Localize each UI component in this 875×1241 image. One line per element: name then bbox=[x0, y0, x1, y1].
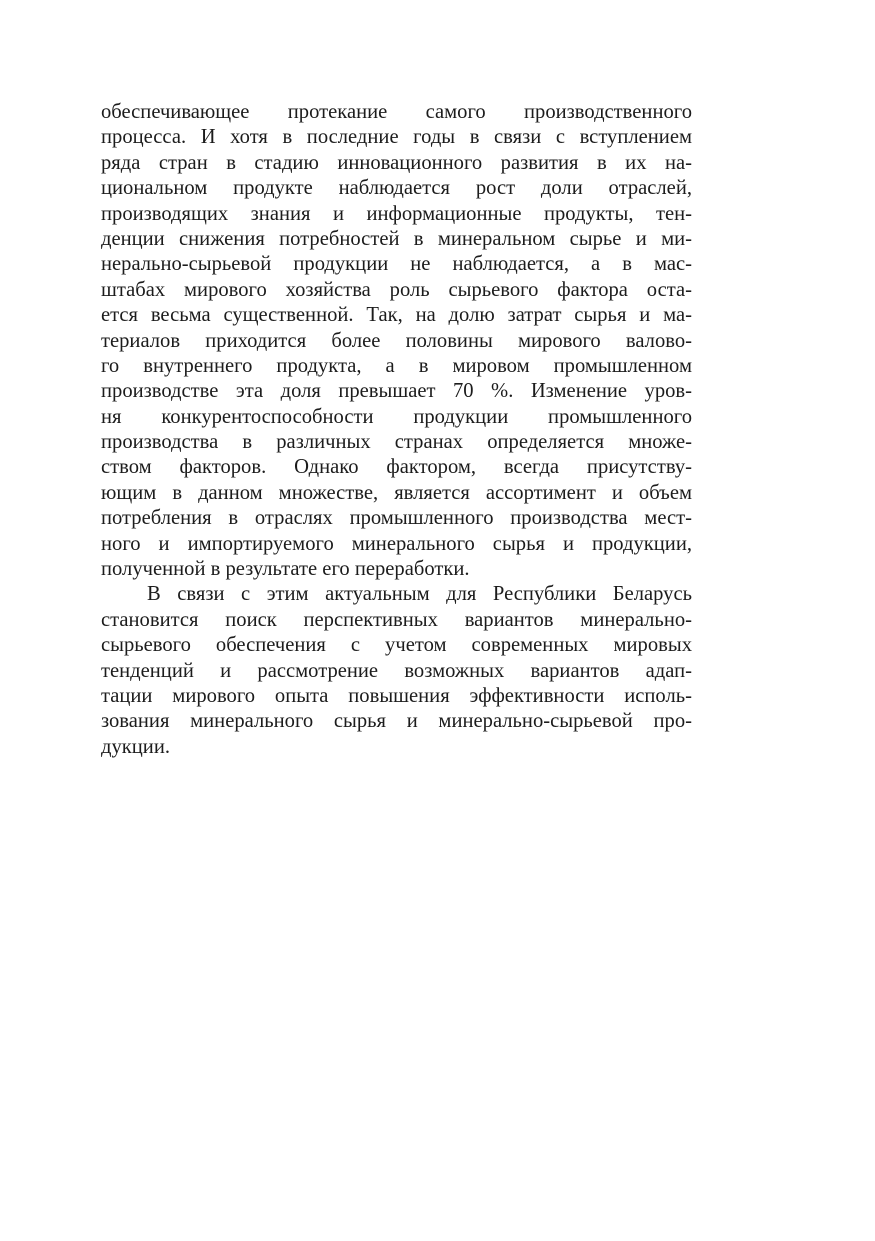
paragraph-1 bbox=[101, 100, 692, 582]
text-line: ющим в данном множестве, является ассортимент и объем bbox=[101, 481, 692, 504]
text-line: зования минерального сырья и минерально-сырьевой про- bbox=[101, 710, 692, 733]
text-line: тенденций и рассмотрение возможных вариантов адап- bbox=[101, 659, 692, 682]
text-line: В связи с этим актуальным для Республики Беларусь bbox=[147, 583, 692, 606]
text-line: ряда стран в стадию инновационного развития в их на- bbox=[101, 151, 692, 174]
text-line: ного и импортируемого минерального сырья и продукции, bbox=[101, 532, 692, 555]
text-line: производящих знания и информационные продукты, тен- bbox=[101, 202, 692, 225]
text-line: полученной в результате его переработки. bbox=[101, 558, 470, 581]
text-line: становится поиск перспективных вариантов минерально- bbox=[101, 608, 692, 631]
text-line: дукции. bbox=[101, 735, 170, 758]
text-line: штабах мирового хозяйства роль сырьевого фактора оста- bbox=[101, 278, 692, 301]
text-line: териалов приходится более половины мирового валово- bbox=[101, 329, 692, 352]
text-line: тации мирового опыта повышения эффективности исполь- bbox=[101, 684, 692, 707]
text-line: ством факторов. Однако фактором, всегда присутству- bbox=[101, 456, 692, 479]
text-line: го внутреннего продукта, а в мировом промышленном bbox=[101, 354, 692, 377]
text-line: ется весьма существенной. Так, на долю затрат сырья и ма- bbox=[101, 304, 692, 327]
text-line: обеспечивающее протекание самого производственного bbox=[101, 101, 692, 123]
text-line: процесса. И хотя в последние годы в связи с вступлением bbox=[101, 126, 692, 149]
paragraph-2 bbox=[101, 582, 692, 760]
text-line: производства в различных странах определяется множе- bbox=[101, 431, 692, 454]
text-line: денции снижения потребностей в минеральном сырье и ми- bbox=[101, 227, 692, 250]
text-line: циональном продукте наблюдается рост доли отраслей, bbox=[101, 177, 692, 200]
body-text bbox=[101, 100, 692, 760]
text-line: производстве эта доля превышает 70 %. Изменение уров- bbox=[101, 380, 692, 403]
text-line: потребления в отраслях промышленного производства мест- bbox=[101, 507, 692, 530]
text-line: ня конкурентоспособности продукции промышленного bbox=[101, 405, 692, 428]
text-line: сырьевого обеспечения с учетом современных мировых bbox=[101, 634, 692, 657]
text-line: нерально-сырьевой продукции не наблюдается, а в мас- bbox=[101, 253, 692, 276]
